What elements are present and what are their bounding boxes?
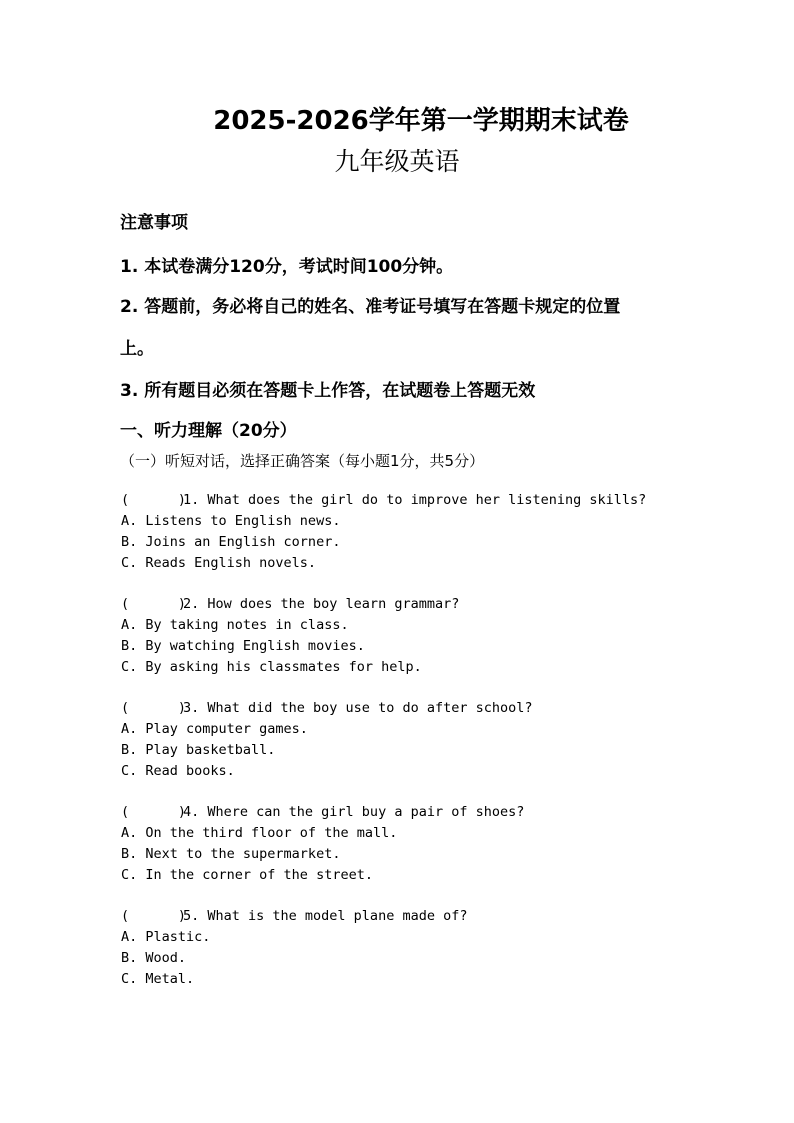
exam-title: 2025-2026学年第一学期期末试卷 <box>213 106 629 136</box>
question-stem-line <box>121 802 524 823</box>
notice-item-1: 1. 本试卷满分120分，考试时间100分钟。 <box>120 257 454 277</box>
option-c: C. By asking his classmates for help. <box>121 659 422 675</box>
option-a: A. Listens to English news. <box>121 513 341 529</box>
question-stem: 2. How does the boy learn grammar? <box>183 596 460 612</box>
option-a: A. Play computer games. <box>121 721 308 737</box>
question-stem: 3. What did the boy use to do after school? <box>183 700 533 716</box>
question-stem-line <box>121 906 467 927</box>
notice-heading: 注意事项 <box>120 213 188 233</box>
notice-item-2-line-1: 2. 答题前，务必将自己的姓名、准考证号填写在答题卡规定的位置 <box>120 297 621 317</box>
question-block <box>121 594 459 678</box>
option-b: B. Wood. <box>121 950 187 966</box>
question-stem: 5. What is the model plane made of? <box>183 908 468 924</box>
question-stem-line <box>121 490 646 511</box>
option-a: A. On the third floor of the mall. <box>121 825 398 841</box>
option-b: B. Next to the supermarket. <box>121 846 341 862</box>
section-heading-listening: 一、听力理解（20分） <box>120 421 297 441</box>
answer-paren: ( ) <box>121 596 187 612</box>
answer-paren: ( ) <box>121 908 187 924</box>
option-c: C. Read books. <box>121 763 235 779</box>
option-c: C. Metal. <box>121 971 195 987</box>
option-a: A. Plastic. <box>121 929 211 945</box>
option-b: B. By watching English movies. <box>121 638 365 654</box>
question-stem-line <box>121 594 459 615</box>
question-block <box>121 802 524 886</box>
question-stem: 4. Where can the girl buy a pair of shoes? <box>183 804 525 820</box>
option-c: C. Reads English novels. <box>121 555 317 571</box>
question-block <box>121 906 467 990</box>
option-b: B. Joins an English corner. <box>121 534 341 550</box>
answer-paren: ( ) <box>121 492 187 508</box>
notice-item-3: 3. 所有题目必须在答题卡上作答，在试题卷上答题无效 <box>120 381 536 401</box>
answer-paren: ( ) <box>121 700 187 716</box>
option-a: A. By taking notes in class. <box>121 617 349 633</box>
exam-subtitle: 九年级英语 <box>334 147 460 176</box>
option-b: B. Play basketball. <box>121 742 276 758</box>
question-block <box>121 698 533 782</box>
question-block <box>121 490 646 574</box>
option-c: C. In the corner of the street. <box>121 867 373 883</box>
question-stem-line <box>121 698 533 719</box>
notice-item-2-line-2: 上。 <box>120 339 154 359</box>
part-heading-short-dialogues: （一）听短对话，选择正确答案（每小题1分，共5分） <box>120 452 485 470</box>
answer-paren: ( ) <box>121 804 187 820</box>
question-stem: 1. What does the girl do to improve her listening skills? <box>183 492 647 508</box>
